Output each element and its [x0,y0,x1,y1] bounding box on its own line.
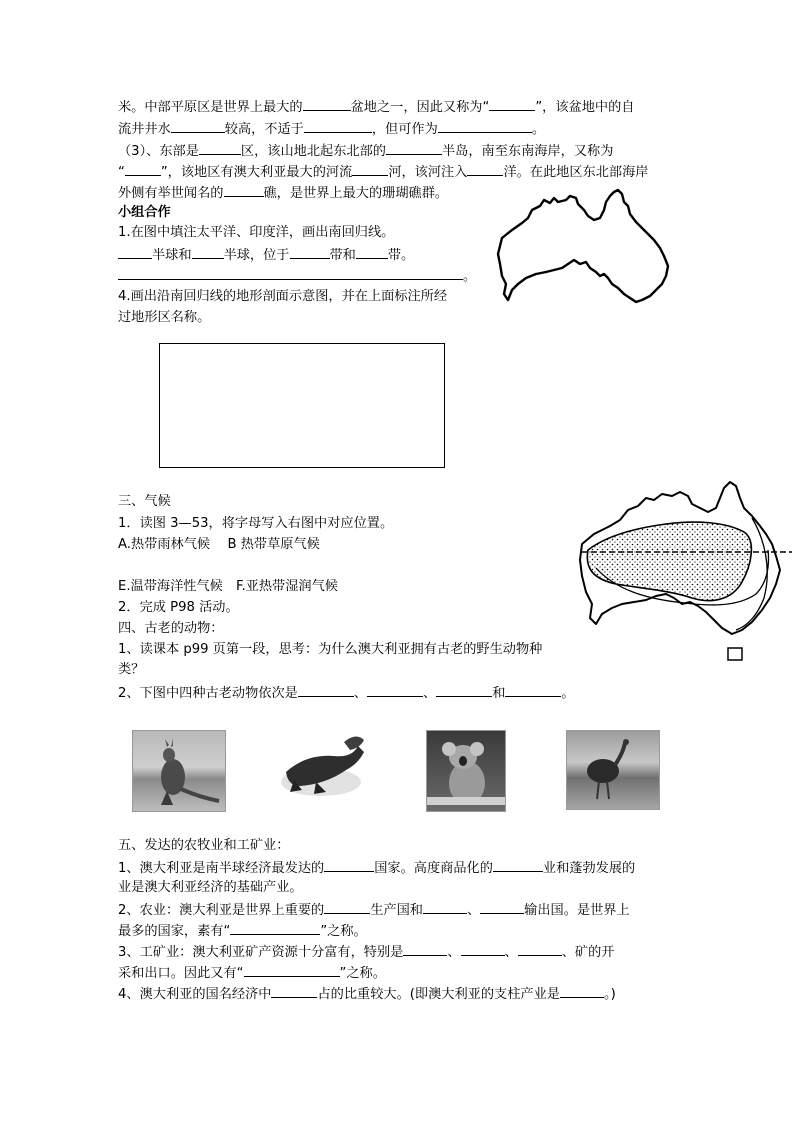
blank [356,244,388,259]
text-segment: （3）、东部是 [118,144,199,159]
text-line [118,962,386,984]
climate-q1: 1．读图 3—53，将字母写入右图中对应位置。 [118,516,394,531]
text-segment: ”，该地区有澳大利亚最大的河流 [160,165,353,180]
blank [560,983,604,998]
kangaroo-photo [132,730,226,812]
text-line [118,941,614,963]
blank [118,244,152,259]
text-line [118,96,635,118]
blank [230,920,320,935]
blank [271,983,317,998]
text-segment: 。 [531,122,545,137]
text-line [118,920,367,942]
blank [518,941,562,956]
text-segment: 半球和 [152,248,192,263]
blank [403,941,447,956]
text-line [118,161,649,183]
blank [386,140,442,155]
blank [224,182,264,197]
text-segment: 、 [504,945,518,960]
text-line [118,682,575,704]
text-segment: 3、工矿业：澳大利亚矿产资源十分富有，特别是 [118,945,404,960]
australia-climate-map [576,478,794,662]
blank [244,962,340,977]
animals-q1-line1: 1、读课本 p99 页第一段，思考：为什么澳大利亚拥有古老的野生动物种 [118,642,543,657]
blank [290,244,330,259]
group-q4-line1: 4.画出沿南回归线的地形剖面示意图，并在上面标注所经 [118,289,448,304]
blank [298,682,354,697]
text-segment: 采和出口。因此又有“ [118,966,244,981]
climate-q2: 2．完成 P98 活动。 [118,600,239,615]
animals-heading: 四、古老的动物： [118,621,224,636]
blank [125,161,161,176]
group-q1: 1.在图中填注太平洋、印度洋，画出南回归线。 [118,225,395,240]
text-segment: 业和蓬勃发展的 [542,861,636,876]
blank [352,161,388,176]
text-segment: 带和 [329,248,356,263]
text-segment: 洋。在此地区东北部海岸 [503,165,649,180]
emu-photo [566,730,660,810]
text-segment: 半岛，南至东南海岸，又称为 [441,144,614,159]
animals-q1-line2: 类？ [118,662,145,677]
text-line [118,899,630,921]
text-segment: 带。 [387,248,415,263]
text-segment: 。) [603,987,616,1002]
text-segment: ”之称。 [339,966,386,981]
blank [304,118,372,133]
blank [303,96,351,111]
industry-heading: 五、发达的农牧业和工矿业： [118,838,290,853]
text-segment: 礁，是世界上最大的珊瑚礁群。 [263,186,449,201]
blank [505,682,561,697]
text-segment: 2、下图中四种古老动物依次是 [118,686,298,701]
text-segment: 、 [423,686,437,701]
blank [171,118,225,133]
text-segment: 和 [492,686,506,701]
climate-options-ef: E.温带海洋性气候 F.亚热带湿润气候 [118,579,338,594]
platypus-photo [276,732,366,808]
text-segment: ”，该盆地中的自 [535,100,635,115]
blank [489,96,535,111]
text-segment: 半球，位于 [223,248,290,263]
climate-options-ab: A.热带雨林气候 B 热带草原气候 [118,537,320,552]
text-line [118,244,414,266]
blank [467,161,503,176]
text-segment: 1、澳大利亚是南半球经济最发达的 [118,861,325,876]
blank [438,118,532,133]
text-segment: 、 [447,945,461,960]
text-line [118,857,635,879]
blank [199,140,241,155]
text-segment: 、 [466,903,481,918]
text-segment: “ [118,165,125,180]
text-segment: 。 [561,686,575,701]
text-segment: 、矿的开 [561,945,615,960]
profile-drawing-box [159,343,445,468]
text-segment: 区，该山地北起东北部的 [240,144,386,159]
text-line [118,140,613,162]
text-segment: 2、农业：澳大利亚是世界上重要的 [118,903,325,918]
text-segment: ”之称。 [320,924,367,939]
text-segment: 外侧有举世闻名的 [118,186,224,201]
blank [423,899,467,914]
group-q4-line2: 过地形区名称。 [118,310,211,325]
text-segment: 、 [353,686,368,701]
text-segment: 输出国。是世界上 [524,903,630,918]
text-line [118,182,448,204]
text-line [118,983,616,1005]
blank [324,857,374,872]
australia-outline-map [492,188,672,306]
text-segment: 河，该河注入 [388,165,468,180]
blank [493,857,543,872]
text-segment: 。 [463,269,477,284]
text-segment: 最多的国家，素有“ [118,924,231,939]
text-segment: ，但可作为 [371,122,438,137]
industry-line-2: 业是澳大利亚经济的基础产业。 [118,880,303,895]
text-line [118,118,545,140]
text-segment: 流井井水 [118,122,171,137]
text-segment: 米。中部平原区是世界上最大的 [118,100,303,115]
text-segment: 盆地之一，因此又称为“ [350,100,490,115]
text-segment: 生产国和 [370,903,423,918]
koala-photo [426,730,506,812]
text-segment: 国家。高度商品化的 [374,861,493,876]
text-segment: 4、澳大利亚的国名经济中 [118,987,272,1002]
group-heading: 小组合作 [118,205,171,220]
blank [436,682,492,697]
blank [118,265,463,280]
text-segment: 较高，不适于 [224,122,304,137]
climate-heading: 三、气候 [118,494,171,509]
blank [480,899,524,914]
blank [192,244,224,259]
blank [367,682,423,697]
text-line [118,265,476,287]
blank [324,899,370,914]
blank [461,941,505,956]
text-segment: 占的比重较大。(即澳大利亚的支柱产业是 [317,987,560,1002]
